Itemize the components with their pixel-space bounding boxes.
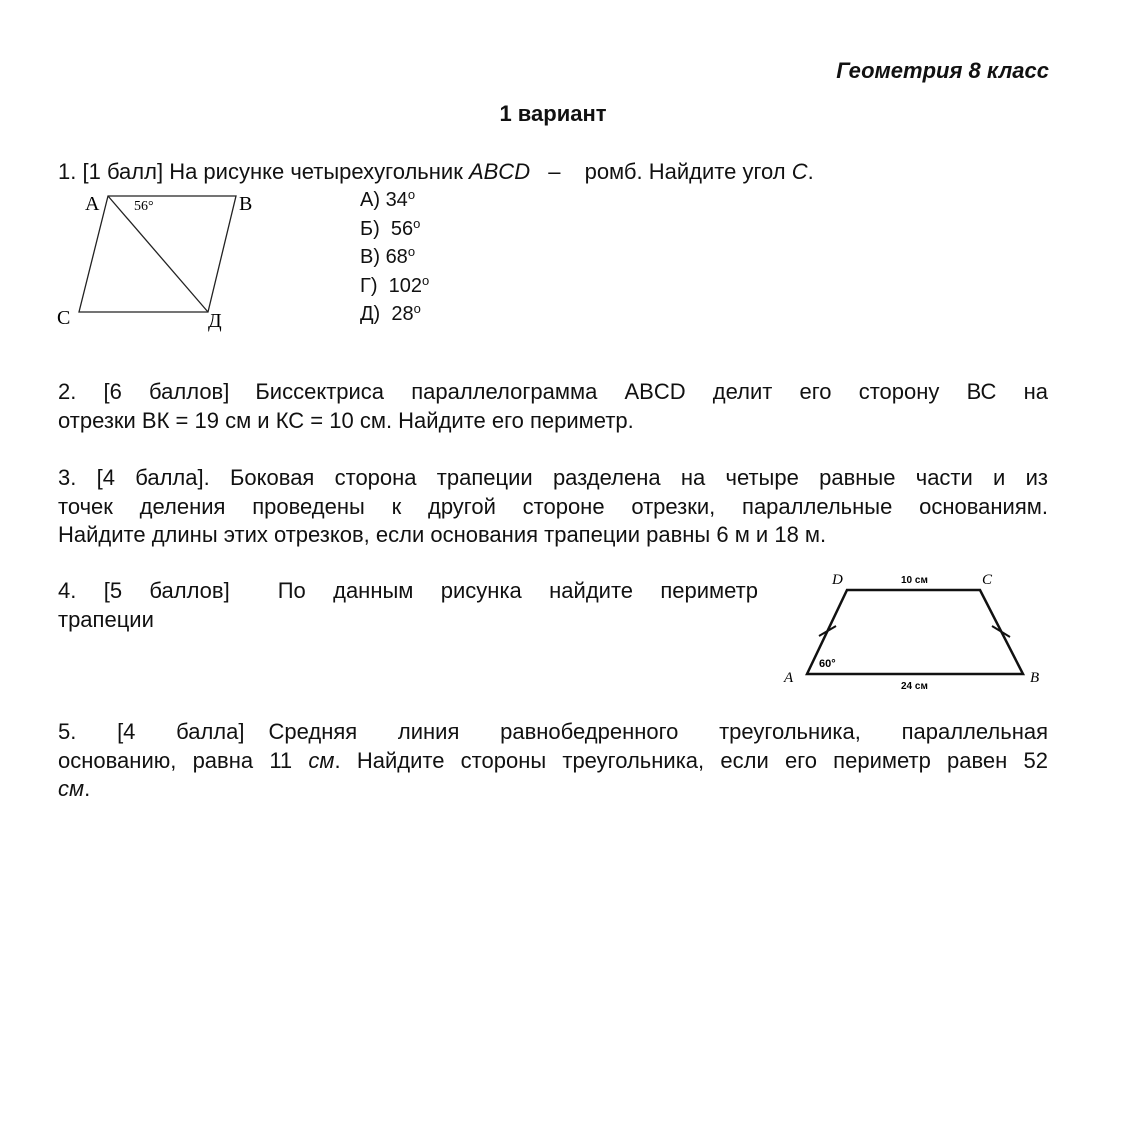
task-4-lead: 4. [5 баллов] xyxy=(58,578,230,603)
answer-option-e: Д) 28$^o$ xyxy=(360,301,421,325)
variant-title: 1 вариант xyxy=(499,101,607,126)
task-2-line-1: Биссектриса параллелограмма ABCD делит его сторону ВС на xyxy=(255,379,1048,404)
dash: – xyxy=(548,159,561,184)
task-1-text-b: ромб. Найдите угол xyxy=(584,159,786,184)
task-2-line-2: отрезки ВК = 19 см и КС = 10 см. Найдите его периметр. xyxy=(58,407,634,433)
figure-name: ABCD xyxy=(468,159,531,184)
task-1-points: [1 балл] xyxy=(82,159,164,184)
task-4-line-2: трапеции xyxy=(58,606,154,632)
task-3-line-1: 3. [4 балла]. Боковая сторона трапеции разделена на четыре равные части и из xyxy=(58,465,1048,490)
task-1: 1. [1 балл] На рисунке четырехугольник ABCD – ромб. Найдите угол C. xyxy=(58,159,814,184)
vertex-label-a: A xyxy=(784,670,794,686)
vertex-label-d: Д xyxy=(208,310,222,332)
vertex-label-d: D xyxy=(832,572,843,588)
top-base-label: 10 см xyxy=(901,575,928,586)
vertex-label-c: С xyxy=(57,307,71,329)
trapezoid-shape xyxy=(807,590,1023,674)
vertex-label-b: В xyxy=(239,193,253,215)
task-4-line-1: По данным рисунка найдите периметр xyxy=(277,578,758,603)
vertex-label-c: C xyxy=(982,572,993,588)
task-3-line-3: Найдите длины этих отрезков, если основания трапеции равны 6 м и 18 м. xyxy=(58,522,827,547)
answer-option-d: Г) 102$^o$ xyxy=(360,272,430,297)
task-1-number: 1. xyxy=(58,159,77,184)
task-4 xyxy=(58,577,758,634)
task-5-line-1: Средняя линия равнобедренного треугольника, параллельная xyxy=(268,719,1048,744)
vertex-label-b: B xyxy=(1030,670,1040,686)
angle-label: 56° xyxy=(134,199,154,214)
task-5-line-2a: основанию, равна 11 xyxy=(58,747,293,773)
subject-title: Геометрия 8 класс xyxy=(836,58,1049,83)
task-1-text-a: На рисунке четырехугольник xyxy=(169,159,463,184)
answer-option-a: А) 34$^o$ xyxy=(360,187,416,211)
task-5-line-2b: . Найдите стороны треугольника, если его периметр равен 52 xyxy=(334,747,1049,773)
rhombus-figure xyxy=(55,188,255,336)
bottom-base-label: 24 см xyxy=(901,681,928,692)
task-3-line-2: точек деления проведены к другой стороне отрезки, параллельные основаниям. xyxy=(58,493,1048,519)
tick-mark-right xyxy=(992,626,1010,637)
angle-name: C xyxy=(791,159,808,184)
unit: см xyxy=(308,747,335,773)
tick-mark-left xyxy=(819,626,836,636)
answer-option-b: Б) 56$^o$ xyxy=(360,215,421,240)
task-5: 5. [4 балла] Средняя линия равнобедренного треугольника, параллельная основанию, равна 11 см. Найдите стороны треугольника, если его периметр равен 52 см. xyxy=(58,719,1049,801)
answer-options xyxy=(360,186,429,329)
task-3 xyxy=(58,464,1048,550)
answer-option-c: В) 68$^o$ xyxy=(360,244,416,268)
task-2-lead: 2. [6 баллов] xyxy=(58,379,230,404)
angle-label: 60° xyxy=(819,658,836,670)
vertex-label-a: А xyxy=(85,193,100,215)
task-2 xyxy=(58,378,1048,435)
task-5-lead: 5. [4 балла] xyxy=(58,719,245,744)
unit-end: см xyxy=(58,776,85,801)
rhombus-diagonal xyxy=(108,196,208,312)
trapezoid-figure xyxy=(778,566,1052,696)
